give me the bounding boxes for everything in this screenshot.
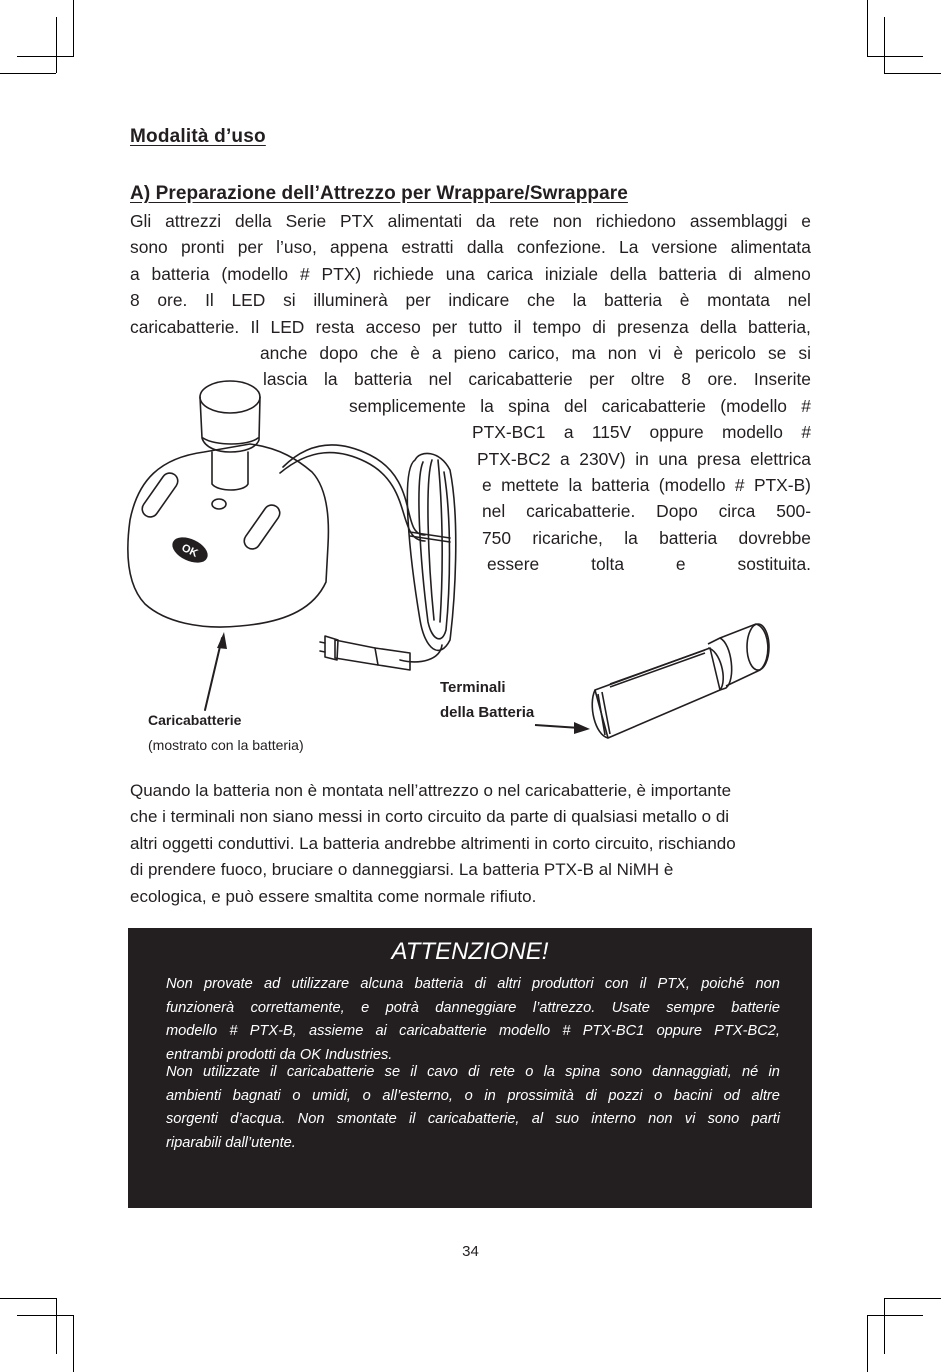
warning-line: modello # PTX-B, assieme ai caricabatterie modello # PTX-BC1 oppure PTX-BC2, (166, 1023, 780, 1040)
word: nel (428, 369, 452, 390)
word: in (635, 448, 649, 469)
word: almeno (753, 263, 811, 284)
word: ore. (707, 369, 738, 390)
charger-base (128, 444, 329, 627)
word: PTX (340, 211, 374, 231)
paragraph-line: di prendere fuoco, bruciare o danneggiarsi. La batteria PTX-B al NiMH è (130, 860, 674, 880)
word: richiede (372, 263, 434, 284)
warning-line: sorgenti d’acqua. Non smontate il caricabatterie, al suo interno non vi sono parti (166, 1111, 780, 1128)
warning-box (128, 928, 812, 1208)
warning-paragraph-1 (166, 973, 780, 1067)
word: mettete (501, 475, 560, 496)
warning-line: entrambi prodotti da OK Industries. (166, 1046, 393, 1063)
word: Il (205, 290, 214, 311)
word: essere (487, 554, 540, 575)
word: anche (260, 343, 308, 363)
word: confezione. (516, 237, 606, 258)
word: la (568, 475, 582, 496)
word: oltre (630, 369, 665, 390)
word: batteria (151, 263, 210, 284)
paragraph-line: Quando la batteria non è montata nell’attrezzo o nel caricabatterie, è importante (130, 781, 732, 800)
word: e (675, 554, 686, 575)
word: 8 (681, 369, 691, 390)
word: tolta (591, 554, 624, 575)
word: da (475, 211, 496, 231)
word: sostituita. (737, 554, 811, 575)
word: richiedono (595, 211, 676, 231)
warning-line: riparabili dall’utente. (166, 1134, 296, 1151)
word: PTX-BC2 (477, 448, 551, 469)
word: elettrica (750, 448, 811, 469)
word: versione (651, 237, 718, 258)
word: dalla (466, 237, 504, 258)
word: circa (718, 501, 756, 522)
word: presenza (617, 316, 689, 337)
word: appena (330, 237, 389, 258)
word: di (592, 316, 606, 337)
word: tutto (468, 316, 503, 337)
word: estratti (401, 237, 454, 258)
word: # (734, 475, 745, 496)
word: e (801, 211, 811, 231)
warning-line: ambienti bagnati o umidi, o all’esterno, o in prossimità di pozzi o bacini od altre (166, 1087, 780, 1104)
warning-line: Non provate ad utilizzare alcuna batteria di altri produttori con il PTX, poiché non (166, 976, 780, 992)
word: rete (509, 211, 540, 231)
word: dovrebbe (738, 527, 811, 548)
word: batteria (591, 475, 650, 496)
word: carico, (508, 343, 560, 363)
word: (modello (720, 395, 787, 416)
word: attrezzi (165, 211, 222, 231)
word: acceso (365, 316, 421, 337)
word: # (801, 422, 811, 443)
word: ma (571, 343, 596, 363)
word: sono (130, 237, 168, 258)
charger-sublabel: (mostrato con la batteria) (148, 737, 304, 753)
paragraph-line (130, 261, 811, 287)
word: si (283, 290, 296, 311)
word: per (589, 369, 615, 390)
word: l’uso, (276, 237, 317, 258)
word: caricabatterie. (130, 316, 240, 337)
word: che (526, 290, 556, 311)
word: Gli (130, 211, 152, 231)
word: carica (486, 263, 534, 284)
word: # (801, 395, 811, 416)
word: lascia (263, 369, 308, 390)
charger-label: Caricabatterie (148, 712, 242, 728)
word: del (564, 395, 588, 416)
word: (modello (658, 475, 726, 496)
word: per (405, 290, 431, 311)
ok-logo: OK (179, 541, 200, 560)
paragraph-line (130, 234, 811, 260)
word: 8 (130, 290, 140, 311)
word: 500- (776, 501, 811, 522)
warning-line: Non utilizzate il caricabatterie se il cavo di rete o la spina sono dannaggiati, né in (166, 1064, 780, 1080)
word: semplicemente (349, 395, 466, 416)
word: la (624, 527, 638, 548)
word: (modello (221, 263, 289, 284)
word: 230V) (579, 448, 626, 469)
page-title: Modalità d’uso (130, 126, 266, 147)
word: pieno (453, 343, 497, 363)
warning-paragraph-2 (166, 1061, 780, 1155)
word: alimentati (387, 211, 463, 231)
word: LED (270, 316, 305, 337)
paragraph-line (130, 208, 811, 234)
word: a (130, 263, 140, 284)
section-heading: A) Preparazione dell’Attrezzo per Wrappare/Swrappare (130, 183, 628, 204)
word: PTX) (321, 263, 362, 284)
word: batteria (658, 263, 717, 284)
word: iniziale (544, 263, 599, 284)
word: e (482, 475, 492, 496)
word: 115V (591, 422, 632, 443)
word: caricabatterie (468, 369, 573, 390)
paragraph-line: che i terminali non siano messi in corto circuito da parte di qualsiasi metallo o di (130, 807, 730, 827)
word: Il (250, 316, 260, 337)
word: a (560, 448, 570, 469)
word: che (370, 343, 399, 363)
word: a (563, 422, 574, 443)
word: della (609, 263, 647, 284)
word: assemblaggi (689, 211, 788, 231)
word: illuminerà (313, 290, 388, 311)
word: è (410, 343, 420, 363)
word: batteria, (748, 316, 811, 337)
word: resta (315, 316, 355, 337)
terminals-label-line2: della Batteria (440, 704, 535, 721)
word: non (607, 343, 637, 363)
word: della (234, 211, 272, 231)
word: di (728, 263, 742, 284)
battery-body (595, 648, 720, 738)
word: nel (787, 290, 811, 311)
word: batteria (604, 290, 663, 311)
word: della (699, 316, 737, 337)
second-paragraph (130, 778, 820, 910)
word: Dopo (656, 501, 698, 522)
terminals-label-line1: Terminali (440, 679, 506, 696)
word: pericolo (695, 343, 756, 363)
intro-paragraph (130, 208, 811, 340)
paragraph-line (130, 287, 811, 313)
word: la (323, 369, 338, 390)
word: LED (231, 290, 266, 311)
word: a (431, 343, 442, 363)
word: alimentata (730, 237, 811, 258)
word: vi (648, 343, 662, 363)
word: è (679, 290, 690, 311)
word: il (513, 316, 522, 337)
word: è (673, 343, 683, 363)
word: dopo (319, 343, 359, 363)
word: caricabatterie. (526, 501, 636, 522)
word: indicare (448, 290, 510, 311)
word: caricabatterie (601, 395, 706, 416)
warning-title: ATTENZIONE! (391, 938, 549, 965)
word: se (767, 343, 787, 363)
word: PTX-BC1 (472, 422, 546, 443)
page-number: 34 (462, 1243, 479, 1260)
word: per (237, 237, 263, 258)
word: per (432, 316, 458, 337)
word: batteria (659, 527, 718, 548)
word: non (552, 211, 582, 231)
word: spina (508, 395, 550, 416)
word: Inserite (753, 369, 811, 390)
word: 750 (482, 527, 512, 548)
word: tempo (532, 316, 581, 337)
word: # (299, 263, 310, 284)
word: oppure (649, 422, 704, 443)
word: Serie (285, 211, 327, 231)
word: nel (482, 501, 506, 522)
word: la (572, 290, 587, 311)
word: ricariche, (532, 527, 603, 548)
word: La (619, 237, 639, 258)
warning-line: funzionerà correttamente, e potrà danneggiare l’attrezzo. Usate sempre batterie (166, 999, 780, 1016)
word: montata (707, 290, 770, 311)
word: una (445, 263, 475, 284)
word: presa (696, 448, 741, 469)
word: batteria (354, 369, 413, 390)
word: modello (722, 422, 783, 443)
word: pronti (180, 237, 225, 258)
word: la (480, 395, 494, 416)
paragraph-line (130, 314, 811, 340)
word: ore. (157, 290, 188, 311)
word: si (798, 343, 811, 363)
paragraph-line: ecologica, e può essere smaltita come normale rifiuto. (130, 886, 537, 906)
charger-illustration (120, 360, 800, 760)
word: PTX-B) (753, 475, 811, 496)
word: una (658, 448, 688, 469)
paragraph-line: altri oggetti conduttivi. La batteria andrebbe altrimenti in corto circuito, rischiando (130, 833, 736, 853)
